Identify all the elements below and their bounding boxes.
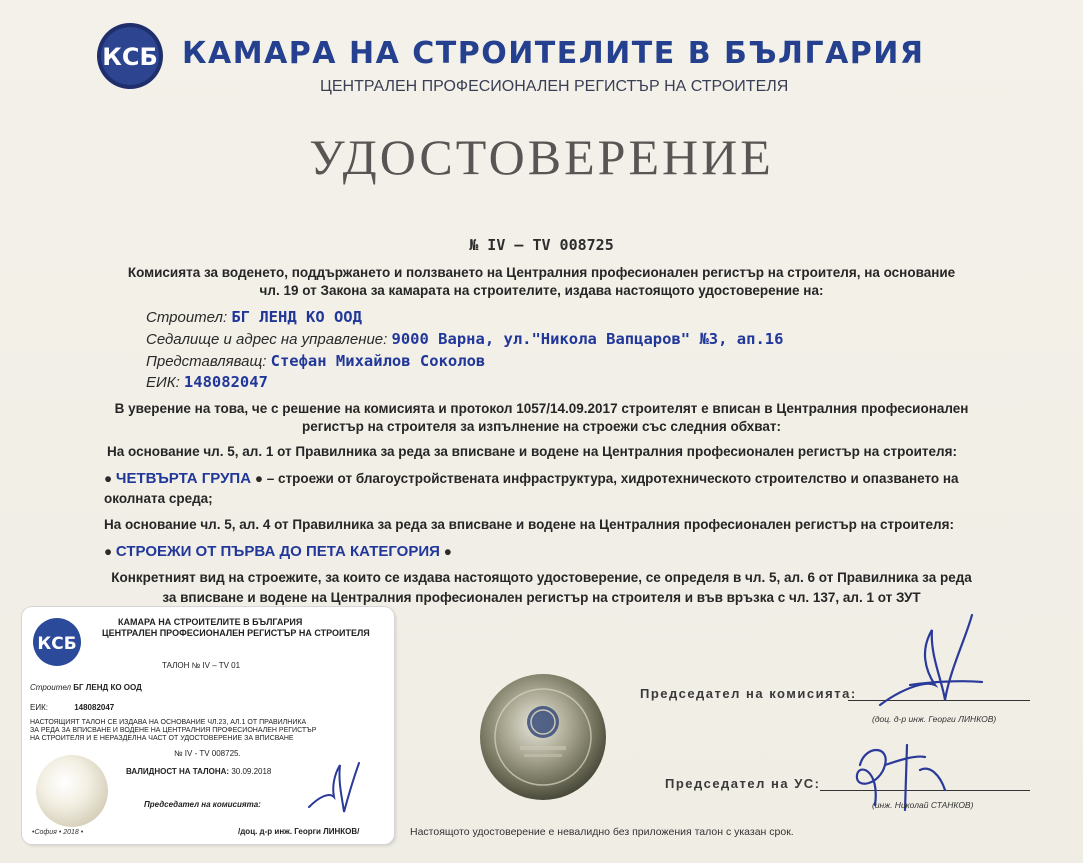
bullet-icon: ● (104, 471, 113, 486)
representative-label: Представляващ: (146, 353, 267, 370)
basis-paragraph-1: На основание чл. 5, ал. 1 от Правилника за реда за вписване и водене на Централния професионален регистър на строителя: (107, 444, 957, 459)
validity-card (22, 607, 394, 844)
builder-label: Строител: (146, 309, 228, 326)
card-eik-value: 148082047 (74, 703, 115, 712)
board-chair-name: (инж. Николай СТАНКОВ) (872, 800, 974, 810)
basis-paragraph-2: На основание чл. 5, ал. 4 от Правилника за реда за вписване и водене на Централния професионален регистър на строителя: (104, 517, 954, 532)
card-chair-name: /доц. д-р инж. Георги ЛИНКОВ/ (238, 827, 360, 836)
card-legal-line-2: ЗА РЕДА ЗА ВПИСВАНЕ И ВОДЕНЕ НА ЦЕНТРАЛНИЯ ПРОФЕСИОНАЛЕН РЕГИСТЪР (30, 727, 317, 734)
group-label: ЧЕТВЪРТА ГРУПА (115, 470, 252, 487)
logo-text: КСБ (37, 634, 77, 654)
eik-value: 148082047 (183, 373, 268, 391)
card-sofia-stamp: •София • 2018 • (32, 829, 84, 836)
card-validity-label: ВАЛИДНОСТ НА ТАЛОНА: (126, 767, 230, 776)
commission-chair-name: (доц. д-р инж. Георги ЛИНКОВ) (872, 714, 997, 724)
commission-chair-label: Председател на комисията: (640, 686, 857, 701)
group-line (104, 470, 959, 487)
group-description-2: околната среда; (104, 491, 213, 506)
address-field (146, 330, 783, 348)
address-value: 9000 Варна, ул."Никола Вапцаров" №3, ап.16 (391, 330, 784, 348)
intro-line-2: чл. 19 от Закона за камарата на строителите, издава настоящото удостоверение на: (259, 283, 824, 298)
concrete-line-1: Конкретният вид на строежите, за които се издава настоящото удостоверение, се определя в чл. 5, ал. 6 от Правилника за реда (111, 570, 972, 585)
registry-subtitle: ЦЕНТРАЛЕН ПРОФЕСИОНАЛЕН РЕГИСТЪР НА СТРОИТЕЛЯ (320, 78, 789, 95)
intro-line-1: Комисията за воденето, поддържането и ползването на Централния професионален регистър на строителя, на основание (127, 265, 956, 280)
card-org-line-1: КАМАРА НА СТРОИТЕЛИТЕ В БЪЛГАРИЯ (118, 617, 303, 627)
card-chair-label: Председател на комисията: (144, 800, 261, 809)
category-label: СТРОЕЖИ ОТ ПЪРВА ДО ПЕТА КАТЕГОРИЯ (115, 543, 440, 560)
footer-note: Настоящото удостоверение е невалидно без приложения талон с указан срок. (410, 826, 794, 838)
card-eik-field (30, 703, 114, 712)
card-legal-text (30, 719, 316, 743)
card-builder-value: БГ ЛЕНД КО ООД (73, 683, 142, 692)
card-legal-line-1: НАСТОЯЩИЯТ ТАЛОН СЕ ИЗДАВА НА ОСНОВАНИЕ ЧЛ.23, АЛ.1 ОТ ПРАВИЛНИКА (30, 719, 307, 726)
signature-linkov-icon (870, 610, 990, 720)
bullet-icon: ● (443, 544, 452, 559)
ksb-logo-icon (32, 617, 82, 667)
card-org-title (102, 617, 370, 639)
card-eik-label: ЕИК: (30, 703, 48, 712)
official-seal-icon (478, 672, 608, 802)
document-title: УДОСТОВЕРЕНИЕ (309, 129, 774, 185)
group-description-1: – строежи от благоустройствената инфраструктура, хидротехническото строителство и опазването на (266, 471, 959, 486)
ksb-logo-icon (96, 22, 164, 90)
organization-title: КАМАРА НА СТРОИТЕЛИТЕ В БЪЛГАРИЯ (182, 36, 925, 71)
category-line (104, 543, 452, 560)
card-builder-field (30, 683, 142, 692)
logo-text: КСБ (102, 43, 158, 71)
address-label: Седалище и адрес на управление: (146, 331, 388, 348)
hologram-sticker (36, 755, 108, 827)
eik-field (146, 373, 268, 391)
card-signature-icon (304, 757, 364, 817)
card-org-line-2: ЦЕНТРАЛЕН ПРОФЕСИОНАЛЕН РЕГИСТЪР НА СТРОИТЕЛЯ (102, 628, 370, 638)
confirm-line-2: регистър на строителя за изпълнение на строежи със следния обхват: (302, 419, 781, 434)
builder-value: БГ ЛЕНД КО ООД (231, 308, 362, 326)
card-talon-number: ТАЛОН № IV – TV 01 (162, 661, 241, 670)
bullet-icon: ● (254, 471, 263, 486)
card-validity-value: 30.09.2018 (231, 767, 272, 776)
card-builder-label: Строител (30, 683, 72, 692)
card-validity (126, 767, 271, 776)
bullet-icon: ● (104, 544, 113, 559)
card-legal-line-3: НА СТРОИТЕЛЯ И Е НЕРАЗДЕЛНА ЧАСТ ОТ УДОСТОВЕРЕНИЕ ЗА ВПИСВАНЕ (30, 735, 294, 742)
eik-label: ЕИК: (146, 374, 180, 391)
representative-value: Стефан Михайлов Соколов (270, 352, 486, 370)
concrete-line-2: за вписване и водене на Централния професионален регистър на строителя и във връзка с чл. 137, ал. 1 от ЗУТ (162, 590, 921, 605)
board-chair-label: Председател на УС: (665, 776, 821, 791)
certificate-number: № IV – TV 008725 (469, 236, 614, 254)
representative-field (146, 352, 485, 370)
builder-field (146, 308, 362, 326)
card-cert-number: № IV - TV 008725. (174, 749, 241, 758)
confirm-line-1: В уверение на това, че с решение на комисията и протокол 1057/14.09.2017 строителят е вписан в Централния професионален (114, 401, 969, 416)
